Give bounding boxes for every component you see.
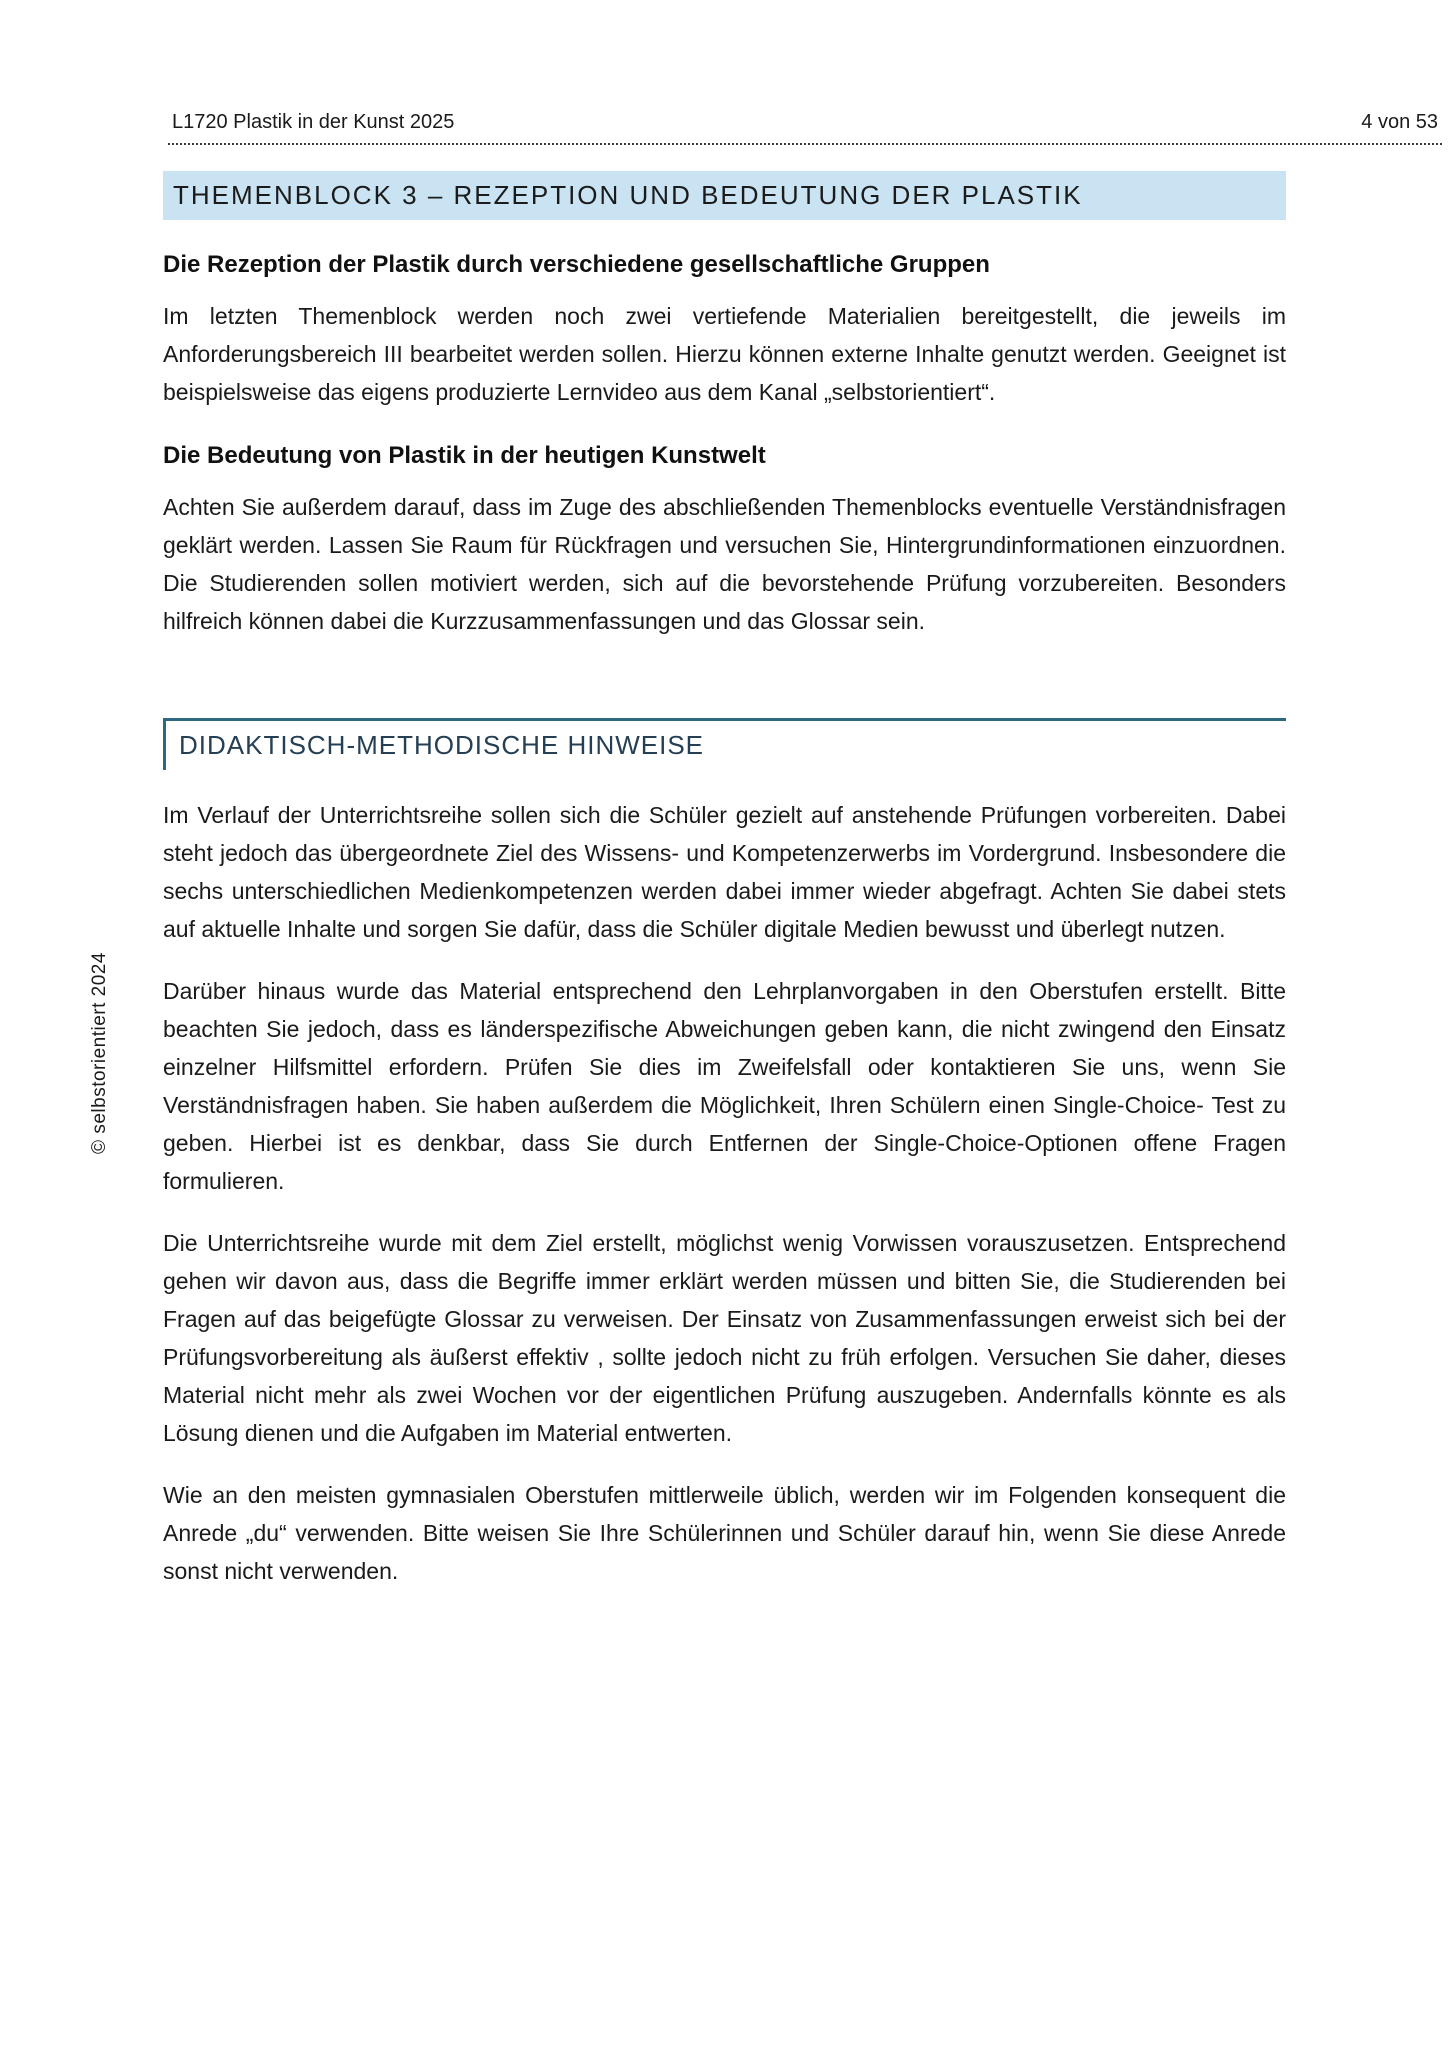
themenblock-banner-title: THEMENBLOCK 3 – REZEPTION UND BEDEUTUNG DER PLASTIK <box>163 171 1286 220</box>
didaktik-section-header <box>163 718 1286 770</box>
didaktik-paragraph-1: Im Verlauf der Unterrichtsreihe sollen sich die Schüler gezielt auf anstehende Prüfungen vorbereiten. Dabei steht jedoch das übergeordnete Ziel des Wissens- und Kompetenzerwerbs im Vordergrund. Insbesondere die sechs unterschiedlichen Medienkompetenzen werden dabei immer wieder abgefragt. Achten Sie dabei stets auf aktuelle Inhalte und sorgen Sie dafür, dass die Schüler digitale Medien bewusst und überlegt nutzen. <box>163 802 1286 942</box>
paragraph-rezeption: Im letzten Themenblock werden noch zwei vertiefende Materialien bereitgestellt, die jeweils im Anforderungsbereich III bearbeitet werden sollen. Hierzu können externe Inhalte genutzt werden. Geeignet ist beispielsweise das eigens produzierte Lernvideo aus dem Kanal „selbstorientiert“. <box>163 303 1286 405</box>
paragraph-bedeutung: Achten Sie außerdem darauf, dass im Zuge des abschließenden Themenblocks eventuelle Verständnisfragen geklärt werden. Lassen Sie Raum für Rückfragen und versuchen Sie, Hintergrundinformationen einzuordnen. Die Studierenden sollen motiviert werden, sich auf die bevorstehende Prüfung vorzubereiten. Besonders hilfreich können dabei die Kurzzusammenfassungen und das Glossar sein. <box>163 494 1286 634</box>
page-header <box>168 110 1442 145</box>
subheading-bedeutung: Die Bedeutung von Plastik in der heutigen Kunstwelt <box>163 442 766 469</box>
didaktik-heading: DIDAKTISCH-METHODISCHE HINWEISE <box>163 721 1286 770</box>
didaktik-paragraph-3: Die Unterrichtsreihe wurde mit dem Ziel erstellt, möglichst wenig Vorwissen vorauszusetzen. Entsprechend gehen wir davon aus, dass die Begriffe immer erklärt werden müssen und bitten Sie, die Studierenden bei Fragen auf das beigefügte Glossar zu verweisen. Der Einsatz von Zusammenfassungen erweist sich bei der Prüfungsvorbereitung als äußerst effektiv , sollte jedoch nicht zu früh erfolgen. Versuchen Sie daher, dieses Material nicht mehr als zwei Wochen vor der eigentlichen Prüfung auszugeben. Andernfalls könnte es als Lösung dienen und die Aufgaben im Material entwerten. <box>163 1230 1286 1446</box>
didaktik-paragraph-2: Darüber hinaus wurde das Material entsprechend den Lehrplanvorgaben in den Oberstufen erstellt. Bitte beachten Sie jedoch, dass es länderspezifische Abweichungen geben kann, die nicht zwingend den Einsatz einzelner Hilfsmittel erfordern. Prüfen Sie dies im Zweifelsfall oder kontaktieren Sie uns, wenn Sie Verständnisfragen haben. Sie haben außerdem die Möglichkeit, Ihren Schülern einen Single-Choice- Test zu geben. Hierbei ist es denkbar, dass Sie durch Entfernen der Single-Choice-Optionen offene Fragen formulieren. <box>163 978 1286 1194</box>
header-course-code: L1720 Plastik in der Kunst 2025 <box>172 111 455 133</box>
didaktik-paragraph-4: Wie an den meisten gymnasialen Oberstufen mittlerweile üblich, werden wir im Folgenden konsequent die Anrede „du“ verwenden. Bitte weisen Sie Ihre Schülerinnen und Schüler darauf hin, wenn Sie diese Anrede sonst nicht verwenden. <box>163 1482 1286 1584</box>
document-body <box>163 171 1286 1590</box>
subheading-rezeption: Die Rezeption der Plastik durch verschiedene gesellschaftliche Gruppen <box>163 251 990 278</box>
copyright-vertical-text: © selbstorientiert 2024 <box>89 952 110 1154</box>
header-page-number: 4 von 53 <box>1361 111 1438 133</box>
